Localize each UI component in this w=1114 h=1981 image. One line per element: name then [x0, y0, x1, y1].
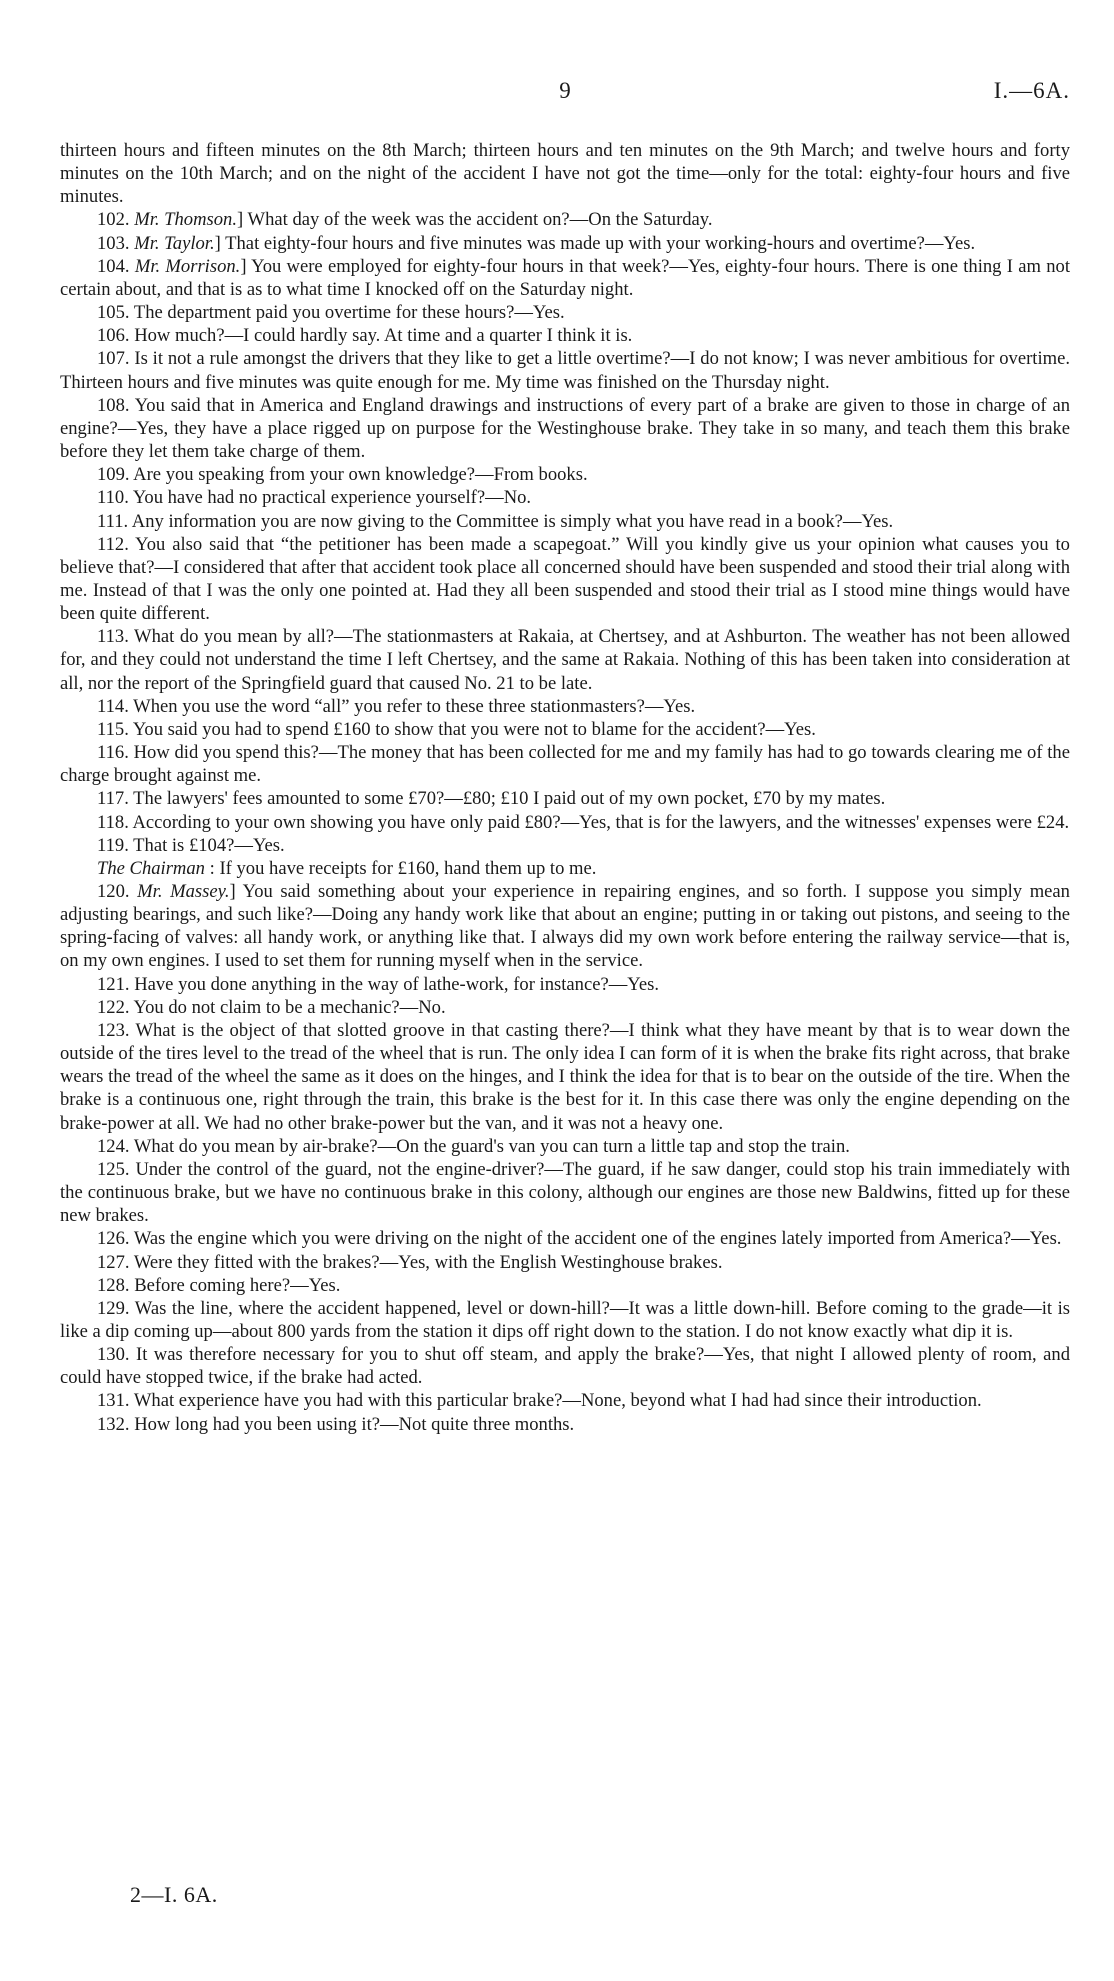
- question-number: 104.: [97, 255, 130, 277]
- question-text: That is £104?—Yes.: [133, 834, 285, 856]
- question-text: What experience have you had with this particular brake?—None, beyond what I had had since their introduction.: [133, 1390, 982, 1412]
- question-text: Was the line, where the accident happened, level or down-hill?—It was a little down-hill. Before coming to the grade—it is like a dip coming up—about 800 yards from the station it dips off right down to the station. I do not know exactly what dip it is.: [60, 1297, 1071, 1342]
- question-text: You said you had to spend £160 to show that you were not to blame for the accident?—Yes.: [132, 718, 816, 740]
- question-number: 102.: [97, 209, 130, 231]
- question-number: 109.: [97, 464, 130, 486]
- question-number: 116.: [97, 742, 129, 764]
- question-text: The lawyers' fees amounted to some £70?—£80; £10 I paid out of my own pocket, £70 by my mates.: [133, 788, 886, 810]
- question-number: 108.: [97, 394, 130, 416]
- question-text: You also said that “the petitioner has been made a scapegoat.” Will you kindly give us your opinion what causes you to believe that?—I considered that after that accident took place all concerned should have been suspended and stood their trial along with me. Instead of that I was the only one pointed at. Had they all been suspended and stood their trial as I stood mine things would have been quite different.: [60, 533, 1070, 625]
- question-text: Before coming here?—Yes.: [134, 1274, 341, 1296]
- question-102: 102. Mr. Thomson.] What day of the week was the accident on?—On the Saturday.: [97, 209, 713, 231]
- question-117: [60, 787, 1070, 810]
- question-number: 129.: [97, 1297, 130, 1319]
- question-text: Were they fitted with the brakes?—Yes, with the English Westinghouse brakes.: [133, 1251, 723, 1273]
- question-122: [60, 996, 1070, 1019]
- question-108: [60, 394, 1070, 463]
- question-text: How did you spend this?—The money that has been collected for me and my family has had to go towards clearing me of the charge brought against me.: [60, 742, 1070, 787]
- signature-mark: 2—I. 6A.: [130, 1882, 218, 1907]
- speaker-name: The Chairman: [97, 857, 205, 879]
- question-103: 103. Mr. Taylor.] That eighty-four hours and five minutes was made up with your working-hours and overtime?—Yes.: [97, 232, 976, 254]
- question-number: 127.: [97, 1251, 130, 1273]
- speaker-name: Mr. Thomson.: [134, 209, 238, 231]
- question-number: 130.: [97, 1344, 130, 1366]
- question-text: That eighty-four hours and five minutes was made up with your working-hours and overtime?—Yes.: [225, 232, 976, 254]
- question-number: 125.: [97, 1158, 130, 1180]
- question-number: 122.: [97, 996, 130, 1018]
- question-110: [60, 486, 1070, 509]
- question-132: [60, 1413, 1070, 1436]
- question-text: You said that in America and England drawings and instructions of every part of a brake are given to those in charge of an engine?—Yes, they have a place rigged up on purpose for the Westinghouse brake. They take in so many, and teach them this brake before they let them take charge of them.: [60, 394, 1070, 463]
- question-text: Have you done anything in the way of lathe-work, for instance?—Yes.: [134, 973, 660, 995]
- question-number: 106.: [97, 325, 130, 347]
- question-104: 104. Mr. Morrison.] You were employed for eighty-four hours in that week?—Yes, eighty-four hours. There is one thing I am not certain about, and that is as to what time I knocked off on the Saturday night.: [60, 255, 1070, 300]
- question-number: 132.: [97, 1413, 130, 1435]
- question-text: What is the object of that slotted groove in that casting there?—I think what they have meant by that is to wear down the outside of the tires level to the tread of the wheel that is run. The only idea I can form of it is when the brake fits right across, that brake wears the tread of the wheel the same as it does on the hinges, and I think the idea for that is to bear on the outside of the tire. When the brake is a continuous one, right through the train, this brake is the best for it. In this case there was only the engine depending on the brake-power at all. We had no other brake-power but the van, and it was not a heavy one.: [60, 1019, 1070, 1134]
- question-number: 105.: [97, 302, 130, 324]
- question-number: 112.: [97, 533, 129, 555]
- question-number: 115.: [97, 718, 129, 740]
- remark-text: If you have receipts for £160, hand them up to me.: [219, 857, 597, 879]
- question-130: [60, 1343, 1070, 1389]
- question-text: Are you speaking from your own knowledge?—From books.: [133, 464, 588, 486]
- question-text: Was the engine which you were driving on the night of the accident one of the engines lately imported from America?—Yes.: [133, 1228, 1062, 1250]
- question-number: 128.: [97, 1274, 130, 1296]
- question-number: 107.: [97, 348, 130, 370]
- page-number: 9: [559, 78, 571, 103]
- question-116: [60, 741, 1070, 787]
- question-text: How long had you been using it?—Not quite three months.: [134, 1413, 575, 1435]
- question-131: [60, 1389, 1070, 1412]
- question-111: [60, 510, 1070, 533]
- question-number: 111.: [97, 510, 129, 532]
- question-text: How much?—I could hardly say. At time and a quarter I think it is.: [134, 325, 633, 347]
- question-128: [60, 1274, 1070, 1297]
- question-127: [60, 1251, 1070, 1274]
- question-113: [60, 625, 1070, 694]
- speaker-name: Mr. Taylor.: [134, 232, 215, 254]
- question-text: It was therefore necessary for you to shut off steam, and apply the brake?—Yes, that night I allowed plenty of room, and could have stopped twice, if the brake had acted.: [60, 1344, 1070, 1389]
- page-header: [60, 78, 1070, 108]
- question-text: What do you mean by air-brake?—On the guard's van you can turn a little tap and stop the train.: [133, 1135, 850, 1157]
- question-126: [60, 1227, 1070, 1250]
- question-text: What do you mean by all?—The stationmasters at Rakaia, at Chertsey, and at Ashburton. The weather has not been allowed for, and they could not understand the time I left Chertsey, and the same at Rakaia. Nothing of this has been taken into consideration at all, nor the report of the Springfield guard that caused No. 21 to be late.: [60, 626, 1071, 694]
- question-text: Under the control of the guard, not the engine-driver?—The guard, if he saw danger, could stop his train immediately with the continuous brake, but we have no continuous brake in this colony, although our engines are those new Baldwins, fitted up for these new brakes.: [60, 1158, 1070, 1227]
- question-text: Any information you are now giving to the Committee is simply what you have read in a book?—Yes.: [131, 510, 894, 532]
- question-number: 118.: [97, 811, 129, 833]
- question-text: When you use the word “all” you refer to these three stationmasters?—Yes.: [133, 695, 696, 717]
- question-118: [60, 811, 1070, 834]
- speaker-name: Mr. Morrison.: [134, 255, 241, 277]
- question-number: 120.: [97, 881, 130, 902]
- question-number: 103.: [97, 232, 130, 254]
- question-number: 121.: [97, 973, 130, 995]
- question-text: What day of the week was the accident on?—On the Saturday.: [247, 209, 713, 231]
- question-text: You said something about your experience in repairing engines, and so forth. I suppose you simply mean adjusting bearings, and such like?—Doing any handy work like that about an engine; putting in or taking out pistons, and seeing to the spring-facing of valves: all handy work, or anything like that. I always did my own work before entering the railway service—that is, on my own engines. I used to set them for running myself when in the service.: [60, 881, 1070, 972]
- question-text: You have had no practical experience yourself?—No.: [132, 487, 532, 509]
- question-121: [60, 973, 1070, 996]
- question-number: 113.: [97, 626, 129, 648]
- question-number: 114.: [97, 695, 129, 717]
- question-106: [60, 324, 1070, 347]
- paragraph-continuation: thirteen hours and fifteen minutes on the 8th March; thirteen hours and ten minutes on the 9th March; and twelve hours and forty minutes on the 10th March; and on the night of the accident I have not got the time—only for the total: eighty-four hours and five minutes.: [60, 140, 1070, 208]
- document-reference: I.—6A.: [993, 78, 1070, 103]
- question-text: According to your own showing you have only paid £80?—Yes, that is for the lawyers, and the witnesses' expenses were £24.: [132, 811, 1070, 833]
- question-114: [60, 695, 1070, 718]
- question-number: 131.: [97, 1390, 130, 1412]
- question-number: 119.: [97, 834, 129, 856]
- question-text: You do not claim to be a mechanic?—No.: [133, 996, 446, 1018]
- question-105: [60, 301, 1070, 324]
- question-112: [60, 533, 1070, 626]
- question-109: [60, 463, 1070, 486]
- question-119: [60, 834, 1070, 857]
- speaker-name: Mr. Massey.: [137, 881, 230, 902]
- question-number: 110.: [97, 487, 129, 509]
- question-125: [60, 1158, 1070, 1227]
- transcript-body: [60, 139, 1070, 1436]
- question-124: [60, 1135, 1070, 1158]
- question-text: The department paid you overtime for these hours?—Yes.: [133, 302, 565, 324]
- question-120: 120. Mr. Massey.] You said something about your experience in repairing engines, and so forth. I suppose you simply mean adjusting bearings, and such like?—Doing any handy work like that about an engine; putting in or taking out pistons, and seeing to the spring-facing of valves: all handy work, or anything like that. I always did my own work before entering the railway service—that is, on my own engines. I used to set them for running myself when in the service.: [60, 881, 1070, 972]
- question-123: [60, 1019, 1070, 1135]
- question-text: You were employed for eighty-four hours in that week?—Yes, eighty-four hours. There is one thing I am not certain about, and that is as to what time I knocked off on the Saturday night.: [60, 255, 1070, 300]
- question-number: 124.: [97, 1135, 130, 1157]
- question-number: 117.: [97, 788, 129, 810]
- question-text: Is it not a rule amongst the drivers that they like to get a little overtime?—I do not know; I was never ambitious for overtime. Thirteen hours and five minutes was quite enough for me. My time was finished on the Thursday night.: [60, 348, 1070, 393]
- question-number: 123.: [97, 1019, 130, 1041]
- question-107: [60, 347, 1070, 393]
- question-number: 126.: [97, 1228, 130, 1250]
- chairman-remark: The Chairman : If you have receipts for £160, hand them up to me.: [97, 857, 597, 879]
- question-115: [60, 718, 1070, 741]
- question-129: [60, 1297, 1070, 1343]
